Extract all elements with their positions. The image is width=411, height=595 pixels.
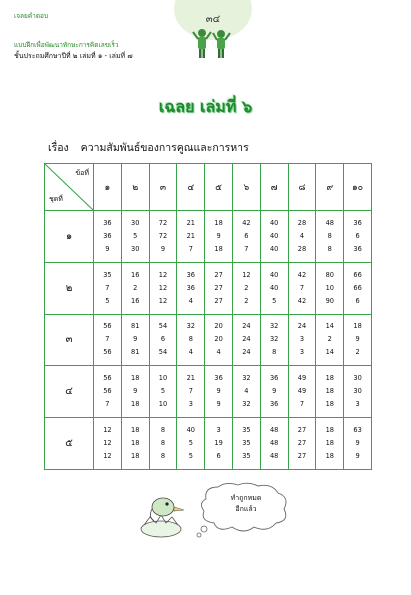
answer-value: 8 [188, 335, 193, 344]
answer-cell [121, 262, 149, 314]
answer-value: 63 [353, 426, 362, 435]
column-header: ๔ [177, 164, 205, 211]
answer-value: 27 [214, 283, 223, 292]
answer-value: 36 [103, 218, 112, 227]
answer-value: 18 [131, 426, 140, 435]
answer-value: 18 [353, 322, 362, 331]
answer-value: 72 [158, 231, 168, 240]
table-row [45, 211, 372, 263]
answer-value: 32 [242, 400, 251, 409]
answer-value: 81 [131, 322, 140, 331]
column-header: ๑ [94, 164, 122, 211]
answer-value: 5 [160, 387, 166, 396]
answer-value: 27 [297, 439, 307, 448]
answer-value: 24 [297, 322, 307, 331]
answer-cell [177, 211, 205, 263]
answer-value: 36 [269, 400, 279, 409]
answer-value: 32 [186, 322, 195, 331]
header-series: แบบฝึกเพื่อพัฒนาทักษะการคิดเลขเร็ว [14, 41, 119, 49]
answer-value: 4 [216, 348, 221, 357]
answer-cell [149, 418, 177, 470]
row-header: ๔ [45, 366, 94, 418]
answer-value: 42 [297, 270, 307, 279]
answer-cell [149, 262, 177, 314]
table-row [45, 366, 372, 418]
answer-value: 12 [158, 296, 168, 305]
answer-value: 6 [160, 335, 166, 344]
answer-cell [232, 262, 260, 314]
answer-value: 36 [353, 218, 362, 227]
answer-cell [177, 366, 205, 418]
answer-cell [344, 418, 372, 470]
answer-value: 20 [214, 322, 223, 331]
answer-value: 30 [353, 387, 362, 396]
answer-value: 10 [325, 283, 334, 292]
answer-value: 5 [105, 296, 110, 305]
answer-value: 40 [269, 218, 279, 227]
subject-text: ความสัมพันธ์ของการคูณและการหาร [80, 142, 249, 154]
answer-value: 35 [103, 270, 112, 279]
page-number: ๓๔ [205, 14, 221, 25]
answer-cell [232, 211, 260, 263]
answer-cell [232, 314, 260, 366]
answer-value: 66 [353, 283, 362, 292]
speech-bubble-text [206, 493, 286, 515]
column-header: ๖ [232, 164, 260, 211]
answer-value: 16 [131, 270, 140, 279]
answer-value: 12 [158, 283, 168, 292]
answer-cell [149, 211, 177, 263]
header-grade: ชั้นประถมศึกษาปีที่ ๒ เล่มที่ ๑ - เล่มที่ ๗ [14, 52, 133, 60]
subject-label: เรื่อง [48, 142, 69, 154]
answer-value: 8 [160, 439, 166, 448]
table-body [45, 211, 372, 470]
answer-value: 5 [188, 439, 193, 448]
column-header: ๑๐ [344, 164, 372, 211]
answer-value: 8 [272, 348, 277, 357]
answer-value: 14 [325, 348, 334, 357]
children-illustration [192, 26, 232, 60]
answer-cell [121, 314, 149, 366]
answer-cell [260, 366, 288, 418]
table-row [45, 262, 372, 314]
answer-table [44, 163, 372, 470]
mascot-illustration [130, 487, 192, 539]
answer-value: 12 [103, 426, 112, 435]
answer-value: 4 [188, 296, 193, 305]
answer-value: 4 [244, 387, 249, 396]
answer-value: 36 [186, 270, 195, 279]
answer-value: 14 [325, 322, 334, 331]
answer-value: 54 [158, 348, 168, 357]
answer-value: 4 [299, 231, 305, 240]
answer-value: 24 [242, 322, 251, 331]
answer-cell [288, 211, 316, 263]
answer-cell [205, 418, 233, 470]
answer-value: 42 [242, 218, 251, 227]
answer-value: 9 [355, 439, 360, 448]
answer-cell [232, 366, 260, 418]
column-header: ๓ [149, 164, 177, 211]
row-header: ๒ [45, 262, 94, 314]
answer-cell [94, 418, 122, 470]
answer-value: 36 [186, 283, 195, 292]
answer-value: 6 [355, 296, 360, 305]
answer-value: 21 [186, 374, 195, 383]
answer-value: 56 [103, 374, 112, 383]
answer-value: 72 [158, 218, 168, 227]
answer-value: 27 [214, 270, 223, 279]
answer-value: 40 [269, 244, 279, 253]
answer-value: 19 [214, 439, 223, 448]
answer-cell [205, 262, 233, 314]
answer-value: 32 [269, 322, 279, 331]
answer-value: 36 [353, 244, 362, 253]
answer-value: 48 [269, 439, 279, 448]
answer-value: 7 [105, 400, 110, 409]
answer-cell [260, 262, 288, 314]
row-header: ๑ [45, 211, 94, 263]
answer-value: 7 [188, 244, 193, 253]
answer-cell [260, 314, 288, 366]
column-header: ๒ [121, 164, 149, 211]
answer-cell [344, 366, 372, 418]
answer-value: 18 [325, 400, 334, 409]
column-header: ๘ [288, 164, 316, 211]
answer-cell [316, 314, 344, 366]
answer-value: 30 [353, 374, 362, 383]
answer-value: 35 [242, 426, 251, 435]
answer-value: 35 [242, 439, 251, 448]
answer-value: 3 [299, 348, 305, 357]
answer-value: 9 [216, 231, 221, 240]
answer-value: 9 [272, 387, 277, 396]
answer-value: 32 [269, 335, 279, 344]
answer-value: 27 [297, 452, 307, 461]
table-corner [45, 164, 94, 211]
answer-value: 36 [269, 374, 279, 383]
answer-value: 3 [355, 400, 360, 409]
answer-value: 12 [103, 439, 112, 448]
answer-value: 2 [244, 296, 249, 305]
answer-cell [260, 211, 288, 263]
answer-cell [177, 262, 205, 314]
answer-value: 40 [186, 426, 195, 435]
answer-value: 40 [269, 283, 279, 292]
answer-value: 8 [160, 452, 166, 461]
answer-cell [121, 211, 149, 263]
answer-value: 7 [244, 244, 249, 253]
column-header: ๗ [260, 164, 288, 211]
answer-value: 2 [327, 335, 332, 344]
answer-cell [316, 211, 344, 263]
answer-cell [205, 211, 233, 263]
answer-value: 7 [299, 283, 305, 292]
answer-value: 18 [131, 374, 140, 383]
speech-line-2: อีกแล้ว [235, 505, 257, 513]
answer-value: 9 [133, 387, 138, 396]
answer-cell [205, 366, 233, 418]
page-title: เฉลย เล่มที่ ๖ [158, 97, 253, 116]
answer-value: 9 [133, 335, 138, 344]
answer-value: 10 [158, 400, 168, 409]
answer-value: 54 [158, 322, 168, 331]
answer-value: 18 [131, 400, 140, 409]
answer-value: 18 [325, 426, 334, 435]
table-row [45, 418, 372, 470]
answer-value: 12 [242, 270, 251, 279]
answer-cell [149, 314, 177, 366]
answer-value: 5 [133, 231, 138, 240]
answer-value: 21 [186, 231, 195, 240]
row-header: ๕ [45, 418, 94, 470]
answer-value: 18 [214, 244, 223, 253]
answer-cell [316, 418, 344, 470]
answer-cell [344, 211, 372, 263]
answer-value: 3 [299, 335, 305, 344]
answer-value: 56 [103, 322, 112, 331]
answer-cell [232, 418, 260, 470]
answer-value: 40 [269, 270, 279, 279]
answer-value: 36 [103, 231, 112, 240]
answer-value: 30 [131, 244, 140, 253]
answer-value: 20 [214, 335, 223, 344]
answer-value: 18 [325, 374, 334, 383]
answer-cell [288, 366, 316, 418]
answer-value: 6 [244, 231, 249, 240]
answer-value: 2 [355, 348, 360, 357]
corner-set-label: ชุดที่ [49, 195, 63, 203]
answer-cell [344, 262, 372, 314]
answer-value: 9 [216, 400, 221, 409]
answer-value: 8 [160, 426, 166, 435]
answer-value: 9 [105, 244, 110, 253]
answer-value: 3 [188, 400, 193, 409]
header-row [45, 164, 372, 211]
answer-value: 48 [269, 452, 279, 461]
answer-value: 7 [105, 335, 110, 344]
answer-value: 18 [325, 387, 334, 396]
answer-value: 18 [131, 439, 140, 448]
answer-value: 66 [353, 270, 362, 279]
answer-value: 49 [297, 374, 307, 383]
answer-value: 35 [242, 452, 251, 461]
answer-value: 6 [355, 231, 360, 240]
answer-cell [94, 366, 122, 418]
answer-value: 2 [244, 283, 249, 292]
column-header: ๙ [316, 164, 344, 211]
answer-value: 18 [325, 439, 334, 448]
answer-cell [344, 314, 372, 366]
answer-value: 8 [327, 244, 332, 253]
answer-value: 48 [325, 218, 334, 227]
answer-value: 56 [103, 348, 112, 357]
answer-cell [149, 366, 177, 418]
answer-value: 28 [297, 244, 307, 253]
answer-value: 49 [297, 387, 307, 396]
answer-value: 7 [105, 283, 110, 292]
answer-cell [288, 262, 316, 314]
speech-line-1: ทำถูกหมด [230, 494, 262, 502]
answer-value: 18 [214, 218, 223, 227]
answer-cell [94, 211, 122, 263]
answer-value: 27 [214, 296, 223, 305]
answer-value: 42 [297, 296, 307, 305]
answer-value: 8 [327, 231, 332, 240]
header-label: เจลยคำตอบ [14, 12, 49, 20]
answer-value: 9 [355, 452, 360, 461]
answer-value: 12 [103, 452, 112, 461]
answer-cell [94, 262, 122, 314]
answer-cell [288, 314, 316, 366]
answer-value: 30 [131, 218, 140, 227]
answer-value: 90 [325, 296, 334, 305]
answer-value: 7 [299, 400, 305, 409]
answer-cell [177, 418, 205, 470]
answer-cell [316, 366, 344, 418]
answer-value: 36 [214, 374, 223, 383]
answer-value: 56 [103, 387, 112, 396]
answer-value: 28 [297, 218, 307, 227]
answer-value: 81 [131, 348, 140, 357]
answer-value: 24 [242, 348, 251, 357]
answer-cell [260, 418, 288, 470]
answer-value: 48 [269, 426, 279, 435]
answer-value: 16 [131, 296, 140, 305]
answer-cell [121, 418, 149, 470]
answer-value: 12 [158, 270, 168, 279]
answer-cell [177, 314, 205, 366]
row-header: ๓ [45, 314, 94, 366]
answer-value: 40 [269, 231, 279, 240]
answer-value: 5 [188, 452, 193, 461]
answer-value: 18 [325, 452, 334, 461]
answer-value: 9 [160, 244, 166, 253]
answer-value: 21 [186, 218, 195, 227]
answer-value: 9 [355, 335, 360, 344]
answer-cell [94, 314, 122, 366]
answer-value: 80 [325, 270, 334, 279]
answer-value: 7 [188, 387, 193, 396]
corner-item-label: ข้อที่ [75, 169, 89, 177]
answer-cell [288, 418, 316, 470]
answer-value: 9 [216, 387, 221, 396]
answer-cell [121, 366, 149, 418]
answer-value: 3 [216, 426, 221, 435]
answer-value: 18 [131, 452, 140, 461]
answer-cell [205, 314, 233, 366]
answer-value: 27 [297, 426, 307, 435]
answer-value: 32 [242, 374, 251, 383]
answer-cell [316, 262, 344, 314]
answer-value: 2 [133, 283, 138, 292]
answer-value: 4 [188, 348, 193, 357]
subject-line [48, 139, 249, 156]
answer-value: 10 [158, 374, 168, 383]
table-row [45, 314, 372, 366]
answer-value: 24 [242, 335, 251, 344]
answer-value: 5 [272, 296, 277, 305]
column-header: ๕ [205, 164, 233, 211]
answer-value: 6 [216, 452, 221, 461]
